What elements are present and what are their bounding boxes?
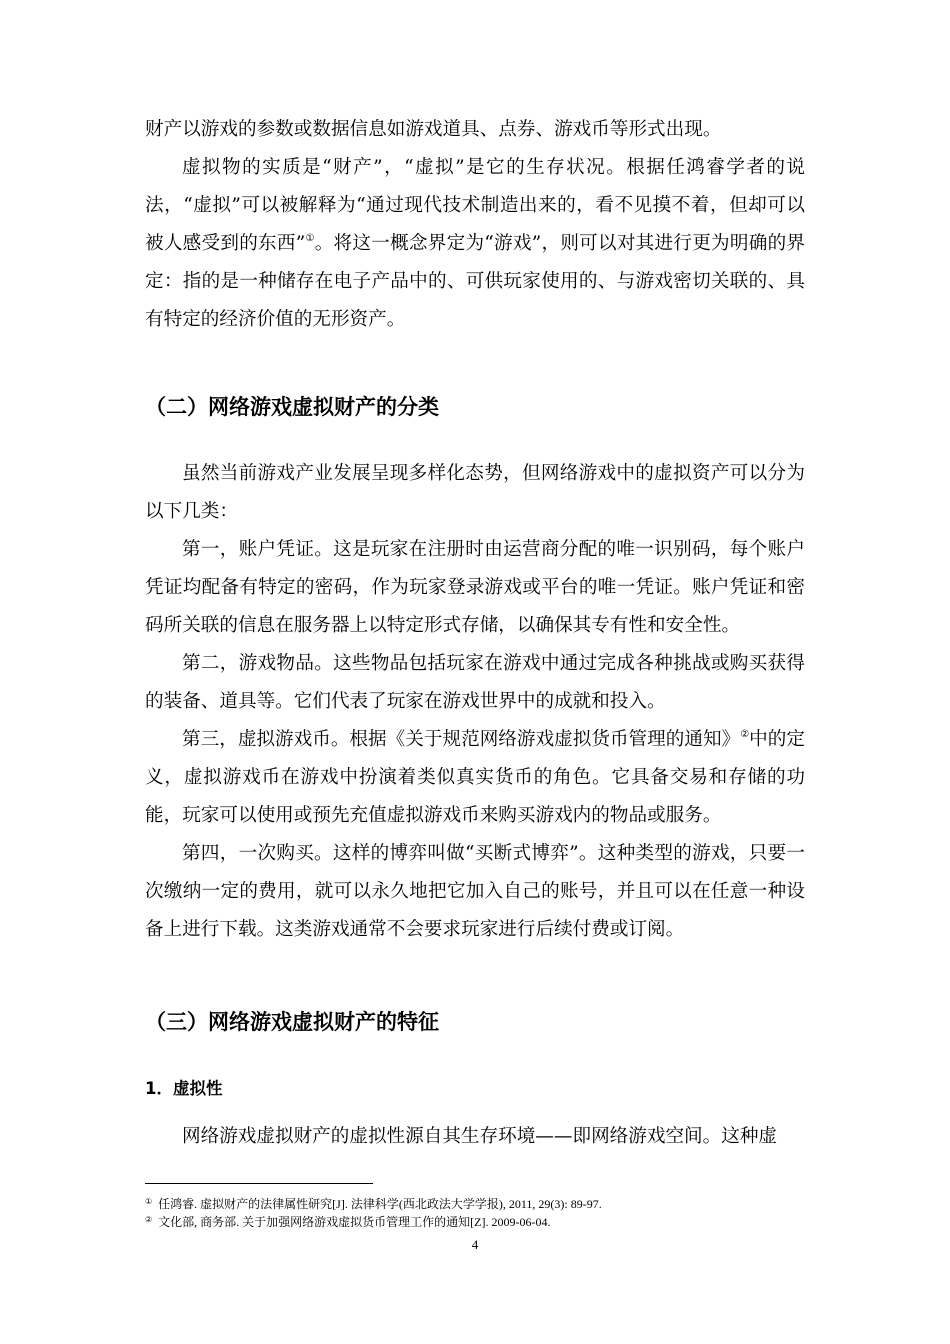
paragraph-classification-intro: 虽然当前游戏产业发展呈现多样化态势，但网络游戏中的虚拟资产可以分为以下几类：	[145, 463, 805, 522]
paragraph-one-time-purchase: 第四，一次购买。这样的博弈叫做“买断式博弈”。这种类型的游戏，只要一次缴纳一定的费用，就可以永久地把它加入自己的账号，并且可以在任意一种设备上进行下载。这类游戏通常不会要求玩家进行后续付费或订阅。	[145, 843, 805, 940]
footnote-1	[145, 1194, 602, 1212]
paragraph-virtual-currency	[145, 721, 805, 835]
paragraph-text: 第三，虚拟游戏币。根据《关于规范网络游戏虚拟货币管理的通知》	[182, 729, 741, 750]
paragraph-virtual-property-definition	[145, 149, 805, 339]
footnote-text: 文化部, 商务部. 关于加强网络游戏虚拟货币管理工作的通知[Z]. 2009-06-04.	[158, 1215, 551, 1229]
paragraph-text: 虚拟物的实质是“财产”，“虚拟”是它的生存状况。根据任鸿睿学者的说法，“虚拟”可以被解释为“通过现代技术制造出来的，看不见摸不着，但却可以被人感受到的东西”	[145, 157, 805, 254]
footnote-2	[145, 1212, 551, 1230]
paragraph-virtuality: 网络游戏虚拟财产的虚拟性源自其生存环境——即网络游戏空间。这种虚	[182, 1126, 778, 1147]
footnote-ref-2[interactable]: ②	[740, 729, 750, 740]
footnote-text: 任鸿睿. 虚拟财产的法律属性研究[J]. 法律科学(西北政法大学学报), 2011, 29(3): 89-97.	[158, 1197, 602, 1211]
footnote-mark: ②	[145, 1215, 153, 1224]
paragraph-game-items: 第二，游戏物品。这些物品包括玩家在游戏中通过完成各种挑战或购买获得的装备、道具等。它们代表了玩家在游戏世界中的成就和投入。	[145, 653, 805, 712]
footnote-separator	[145, 1183, 373, 1184]
footnote-mark: ①	[145, 1197, 153, 1206]
paragraph-account-credentials: 第一，账户凭证。这是玩家在注册时由运营商分配的唯一识别码，每个账户凭证均配备有特定的密码，作为玩家登录游戏或平台的唯一凭证。账户凭证和密码所关联的信息在服务器上以特定形式存储，以确保其专有性和安全性。	[145, 539, 805, 636]
section-heading-classification: （二）网络游戏虚拟财产的分类	[145, 395, 439, 419]
footnote-ref-1[interactable]: ①	[305, 233, 315, 244]
paragraph-continuation: 财产以游戏的参数或数据信息如游戏道具、点券、游戏币等形式出现。	[145, 119, 722, 140]
subsection-heading-virtuality: 1．虚拟性	[145, 1079, 223, 1098]
section-heading-characteristics: （三）网络游戏虚拟财产的特征	[145, 1010, 439, 1034]
paragraph-text: 。将这一概念界定为“游戏”，则可以对其进行更为明确的界定：指的是一种储存在电子产品中的、可供玩家使用的、与游戏密切关联的、具有特定的经济价值的无形资产。	[145, 233, 806, 330]
page-number: 4	[471, 1237, 479, 1252]
paragraph-text: 中的定义，虚拟游戏币在游戏中扮演着类似真实货币的角色。它具备交易和存储的功能，玩家可以使用或预先充值虚拟游戏币来购买游戏内的物品或服务。	[145, 729, 805, 826]
